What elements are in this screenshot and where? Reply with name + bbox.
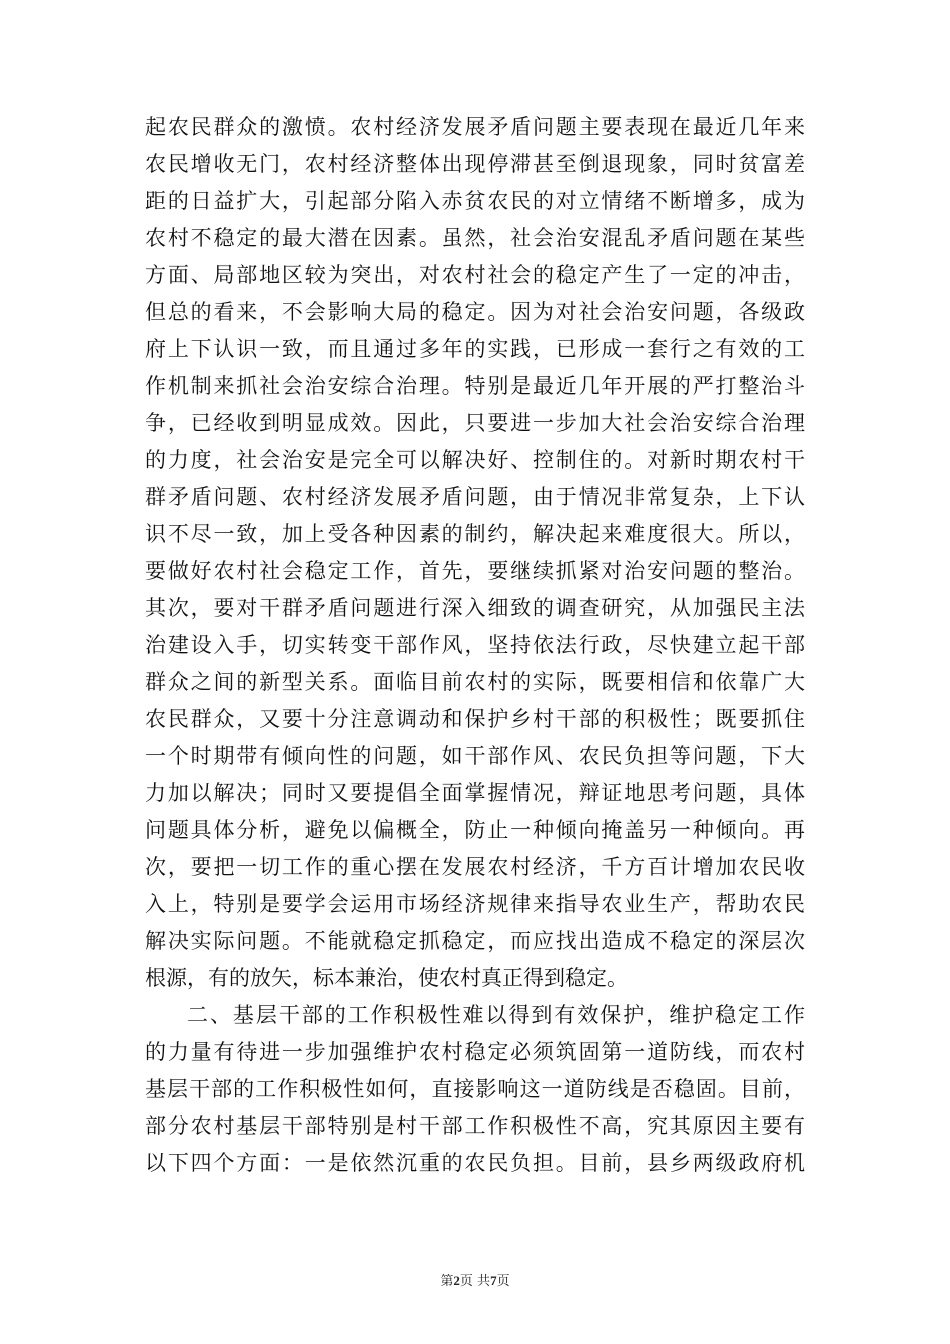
text-line: 要做好农村社会稳定工作，首先，要继续抓紧对治安问题的整治。	[145, 559, 805, 583]
footer-suffix: 页	[496, 1274, 510, 1289]
text-line: 识不尽一致，加上受各种因素的制约，解决起来难度很大。所以，	[145, 522, 805, 546]
text-line: 问题具体分析，避免以偏概全，防止一种倾向掩盖另一种倾向。再	[145, 818, 805, 842]
text-line: 距的日益扩大，引起部分陷入赤贫农民的对立情绪不断增多，成为	[145, 189, 805, 213]
section-heading-line: 二、基层干部的工作积极性难以得到有效保护，维护稳定工作	[187, 1003, 805, 1027]
page-footer	[0, 1272, 950, 1291]
text-line: 府上下认识一致，而且通过多年的实践，已形成一套行之有效的工	[145, 337, 805, 361]
text-line: 方面、局部地区较为突出，对农村社会的稳定产生了一定的冲击，	[145, 263, 805, 287]
text-line: 农村不稳定的最大潜在因素。虽然，社会治安混乱矛盾问题在某些	[145, 226, 805, 250]
text-line: 农民群众，又要十分注意调动和保护乡村干部的积极性；既要抓住	[145, 707, 805, 731]
footer-middle: 页 共	[459, 1274, 491, 1289]
text-line: 以下四个方面：一是依然沉重的农民负担。目前，县乡两级政府机	[145, 1151, 805, 1175]
text-line: 群众之间的新型关系。面临目前农村的实际，既要相信和依靠广大	[145, 670, 805, 694]
text-line: 力加以解决；同时又要提倡全面掌握情况，辩证地思考问题，具体	[145, 781, 805, 805]
text-line: 起农民群众的激愤。农村经济发展矛盾问题主要表现在最近几年来	[145, 115, 805, 139]
total-page-number: 7	[490, 1273, 497, 1288]
text-line: 其次，要对干群矛盾问题进行深入细致的调查研究，从加强民主法	[145, 596, 805, 620]
text-line: 一个时期带有倾向性的问题，如干部作风、农民负担等问题，下大	[145, 744, 805, 768]
current-page-number: 2	[453, 1273, 460, 1288]
text-line: 群矛盾问题、农村经济发展矛盾问题，由于情况非常复杂，上下认	[145, 485, 805, 509]
text-line: 部分农村基层干部特别是村干部工作积极性不高，究其原因主要有	[145, 1114, 805, 1138]
text-line: 作机制来抓社会治安综合治理。特别是最近几年开展的严打整治斗	[145, 374, 805, 398]
text-line: 入上，特别是要学会运用市场经济规律来指导农业生产，帮助农民	[145, 892, 805, 916]
text-line: 的力度，社会治安是完全可以解决好、控制住的。对新时期农村干	[145, 448, 805, 472]
paragraph-end-line: 根源，有的放矢，标本兼治，使农村真正得到稳定。	[145, 966, 628, 990]
text-line: 农民增收无门，农村经济整体出现停滞甚至倒退现象，同时贫富差	[145, 152, 805, 176]
text-line: 基层干部的工作积极性如何，直接影响这一道防线是否稳固。目前，	[145, 1077, 805, 1101]
text-line: 争，已经收到明显成效。因此，只要进一步加大社会治安综合治理	[145, 411, 805, 435]
text-line: 次，要把一切工作的重心摆在发展农村经济，千方百计增加农民收	[145, 855, 805, 879]
text-line: 治建设入手，切实转变干部作风，坚持依法行政，尽快建立起干部	[145, 633, 805, 657]
footer-prefix: 第	[440, 1274, 454, 1289]
text-line: 但总的看来，不会影响大局的稳定。因为对社会治安问题，各级政	[145, 300, 805, 324]
text-line: 的力量有待进一步加强维护农村稳定必须筑固第一道防线，而农村	[145, 1040, 805, 1064]
body-text	[145, 109, 805, 1182]
text-line: 解决实际问题。不能就稳定抓稳定，而应找出造成不稳定的深层次	[145, 929, 805, 953]
